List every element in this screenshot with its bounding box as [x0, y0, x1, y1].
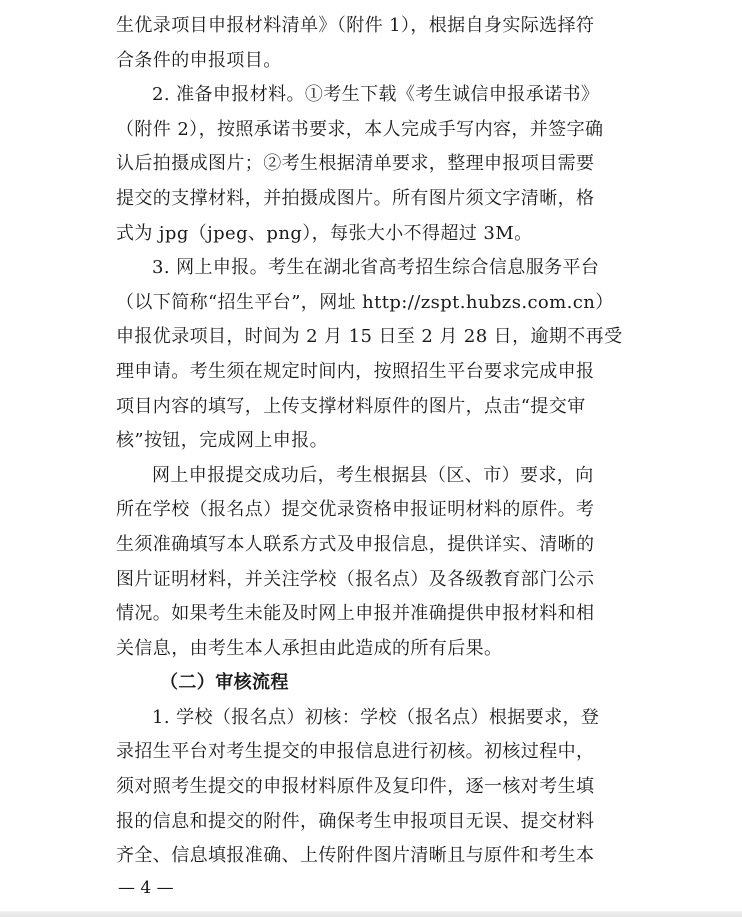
text-line: 须对照考生提交的申报材料原件及复印件，逐一核对考生填: [116, 776, 595, 798]
text-line: 提交的支撑材料，并拍摄成图片。所有图片须文字清晰，格: [116, 187, 595, 209]
text-line: 核”按钮，完成网上申报。: [116, 430, 329, 452]
text-line: 齐全、信息填报准确、上传附件图片清晰且与原件和考生本: [116, 845, 595, 867]
document-body: [116, 9, 626, 874]
text-line: 网上申报提交成功后，考生根据县（区、市）要求，向: [152, 464, 594, 486]
text-line: 所在学校（报名点）提交优录资格申报证明材料的原件。考: [116, 499, 595, 521]
page-bottom-edge: [0, 911, 742, 917]
text-line: 情况。如果考生未能及时网上申报并准确提供申报材料和相: [116, 603, 595, 625]
text-line: 理申请。考生须在规定时间内，按照招生平台要求完成申报: [116, 360, 595, 382]
text-line: 申报优录项目，时间为 2 月 15 日至 2 月 28 日，逾期不再受: [116, 326, 623, 348]
text-line: 录招生平台对考生提交的申报信息进行初核。初核过程中，: [116, 741, 595, 763]
text-line: 3. 网上申报。考生在湖北省高考招生综合信息服务平台: [152, 257, 600, 279]
text-line: 2. 准备申报材料。①考生下载《考生诚信申报承诺书》: [152, 84, 600, 106]
text-line: （附件 2），按照承诺书要求，本人完成手写内容，并签字确: [116, 118, 604, 140]
text-line: 关信息，由考生本人承担由此造成的所有后果。: [116, 637, 503, 659]
text-line: 图片证明材料，并关注学校（报名点）及各级教育部门公示: [116, 568, 595, 590]
text-line: 生优录项目申报材料清单》（附件 1），根据自身实际选择符: [116, 15, 595, 36]
text-line: 项目内容的填写，上传支撑材料原件的图片，点击“提交审: [116, 395, 586, 417]
text-line: 生须准确填写本人联系方式及申报信息，提供详实、清晰的: [116, 533, 595, 555]
text-line: 合条件的申报项目。: [116, 49, 282, 71]
text-line: 报的信息和提交的附件，确保考生申报项目无误、提交材料: [116, 810, 595, 832]
text-line: 式为 jpg（jpeg、png），每张大小不得超过 3M。: [116, 222, 533, 244]
text-line: （以下简称“招生平台”，网址 http://zspt.hubzs.com.cn）: [116, 291, 614, 313]
page-number: — 4 —: [118, 878, 174, 898]
text-line: 认后拍摄成图片；②考生根据清单要求，整理申报项目需要: [116, 153, 595, 175]
text-line: 1. 学校（报名点）初核：学校（报名点）根据要求，登: [152, 706, 600, 728]
section-heading: （二）审核流程: [160, 672, 289, 694]
